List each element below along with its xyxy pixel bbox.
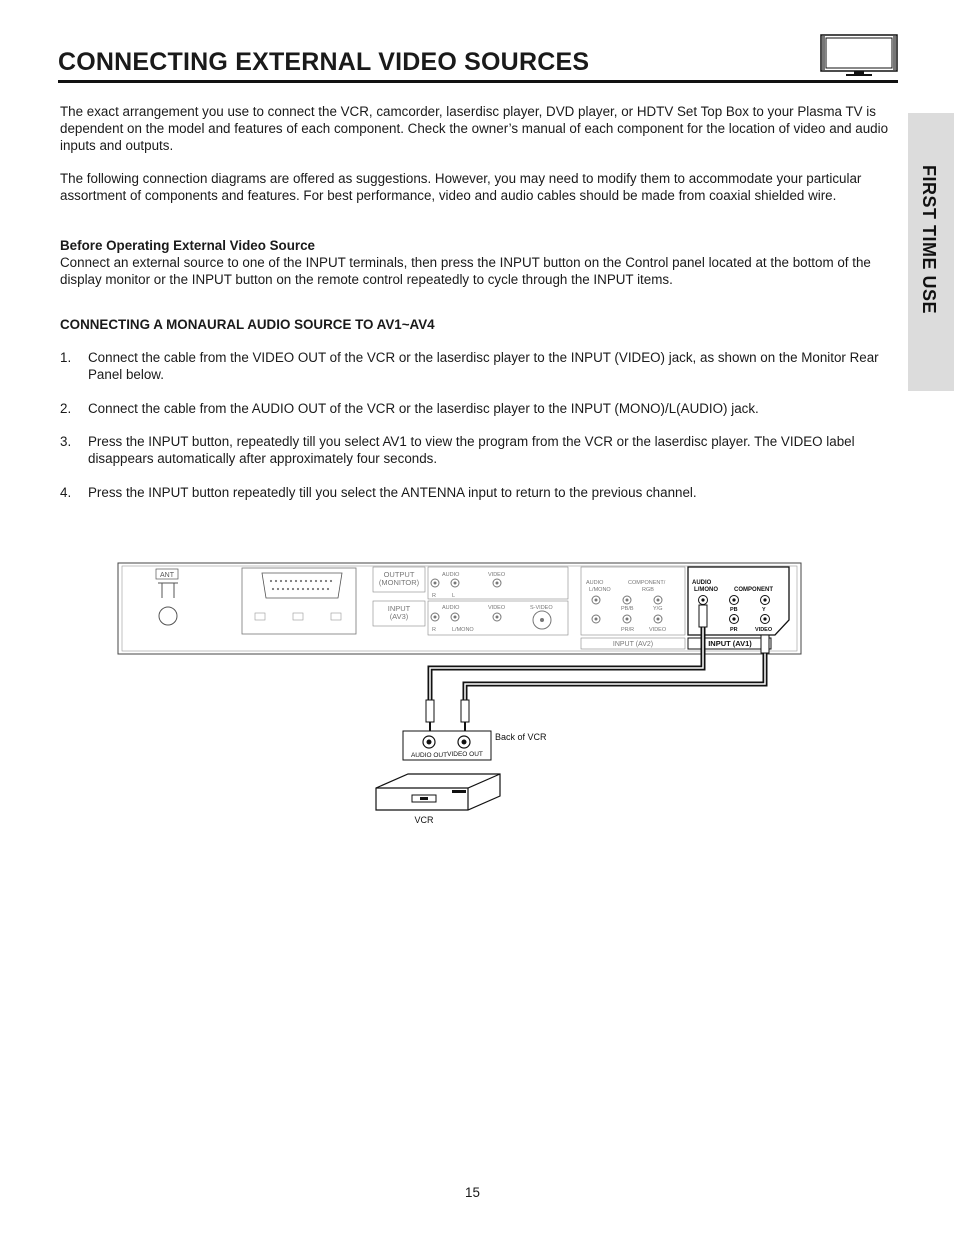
input-label: INPUT — [387, 604, 411, 613]
intro-paragraph-1: The exact arrangement you use to connect the VCR, camcorder, laserdisc player, DVD player, or HDTV Set Top Box to your Plasma TV is dependent on the model and features of each component. Check the owner’s manual of each component for the location of video and audio inputs and outputs. — [60, 104, 889, 153]
pr-r-label: PR/R — [621, 627, 635, 633]
back-of-vcr-label: Back of VCR — [495, 732, 547, 742]
step-number: 4. — [60, 485, 72, 500]
antenna-jack — [159, 607, 177, 625]
r-label: R — [432, 593, 436, 599]
video-label: VIDEO — [649, 627, 667, 633]
step-text: Press the INPUT button, repeatedly till you select AV1 to view the program from the VCR or the laserdisc player. The VIDEO label disappears automatically after approximately four seconds. — [88, 434, 855, 466]
ant-label: ANT — [160, 572, 174, 579]
step-text: Connect the cable from the VIDEO OUT of the VCR or the laserdisc player to the INPUT (VIDEO) jack, as shown on the Monitor Rear Panel below. — [88, 350, 879, 382]
video-label: VIDEO — [488, 605, 506, 611]
video-out-label: VIDEO OUT — [447, 751, 483, 758]
step-number: 1. — [60, 350, 72, 365]
audio-label: AUDIO — [442, 572, 460, 578]
input-av1-label: INPUT (AV1) — [708, 639, 752, 648]
video-label: VIDEO — [755, 627, 773, 633]
monitor-label: (MONITOR) — [378, 578, 420, 587]
before-operating-text: Connect an external source to one of the INPUT terminals, then press the INPUT button on the Control panel located at the bottom of the display monitor or the INPUT button on the remote control repeatedly to cycle through the INPUT items. — [60, 255, 871, 287]
pr-label: PR — [730, 627, 738, 633]
section-heading: CONNECTING A MONAURAL AUDIO SOURCE TO AV1~AV4 — [60, 317, 435, 332]
l-mono-label: L/MONO — [589, 587, 611, 593]
y-g-label: Y/G — [653, 606, 663, 612]
pb-label: PB — [730, 607, 738, 613]
audio-out-label: AUDIO OUT — [410, 752, 448, 759]
s-video-label: S-VIDEO — [530, 605, 553, 611]
output-label: OUTPUT — [383, 570, 415, 579]
y-label: Y — [762, 607, 766, 613]
step-text: Connect the cable from the AUDIO OUT of the VCR or the laserdisc player to the INPUT (MONO)/L(AUDIO) jack. — [88, 401, 759, 416]
audio-label: AUDIO — [692, 580, 712, 586]
l-label: L — [452, 593, 456, 599]
step-text: Press the INPUT button repeatedly till you select the ANTENNA input to return to the previous channel. — [88, 485, 697, 500]
intro-paragraph-2: The following connection diagrams are offered as suggestions. However, you may need to modify them to accommodate your particular assortment of components and features. For best performance, video and audio cables should be made from coaxial shielded wire. — [60, 171, 862, 203]
vcr-back-panel — [403, 731, 547, 760]
page-title: CONNECTING EXTERNAL VIDEO SOURCES — [58, 48, 590, 76]
step-number: 3. — [60, 434, 72, 449]
page-number: 15 — [465, 1185, 480, 1200]
pb-b-label: PB/B — [621, 606, 634, 612]
rgb-label: RGB — [642, 587, 654, 593]
component-label: COMPONENT — [734, 587, 773, 593]
vcr-illustration — [376, 774, 500, 825]
component-rgb-label: COMPONENT/ — [628, 580, 666, 586]
side-tab-label: FIRST TIME USE — [919, 165, 939, 315]
before-operating-heading: Before Operating External Video Source — [60, 238, 315, 253]
vcr-label: VCR — [414, 815, 434, 825]
step-number: 2. — [60, 401, 72, 416]
r-label: R — [432, 627, 436, 633]
input-av2-label: INPUT (AV2) — [612, 641, 654, 648]
audio-label: AUDIO — [442, 605, 460, 611]
av3-label: (AV3) — [389, 612, 409, 621]
l-mono-label: L/MONO — [694, 587, 718, 593]
audio-label: AUDIO — [586, 580, 604, 586]
l-mono-label: L/MONO — [452, 627, 474, 633]
video-label: VIDEO — [488, 572, 506, 578]
